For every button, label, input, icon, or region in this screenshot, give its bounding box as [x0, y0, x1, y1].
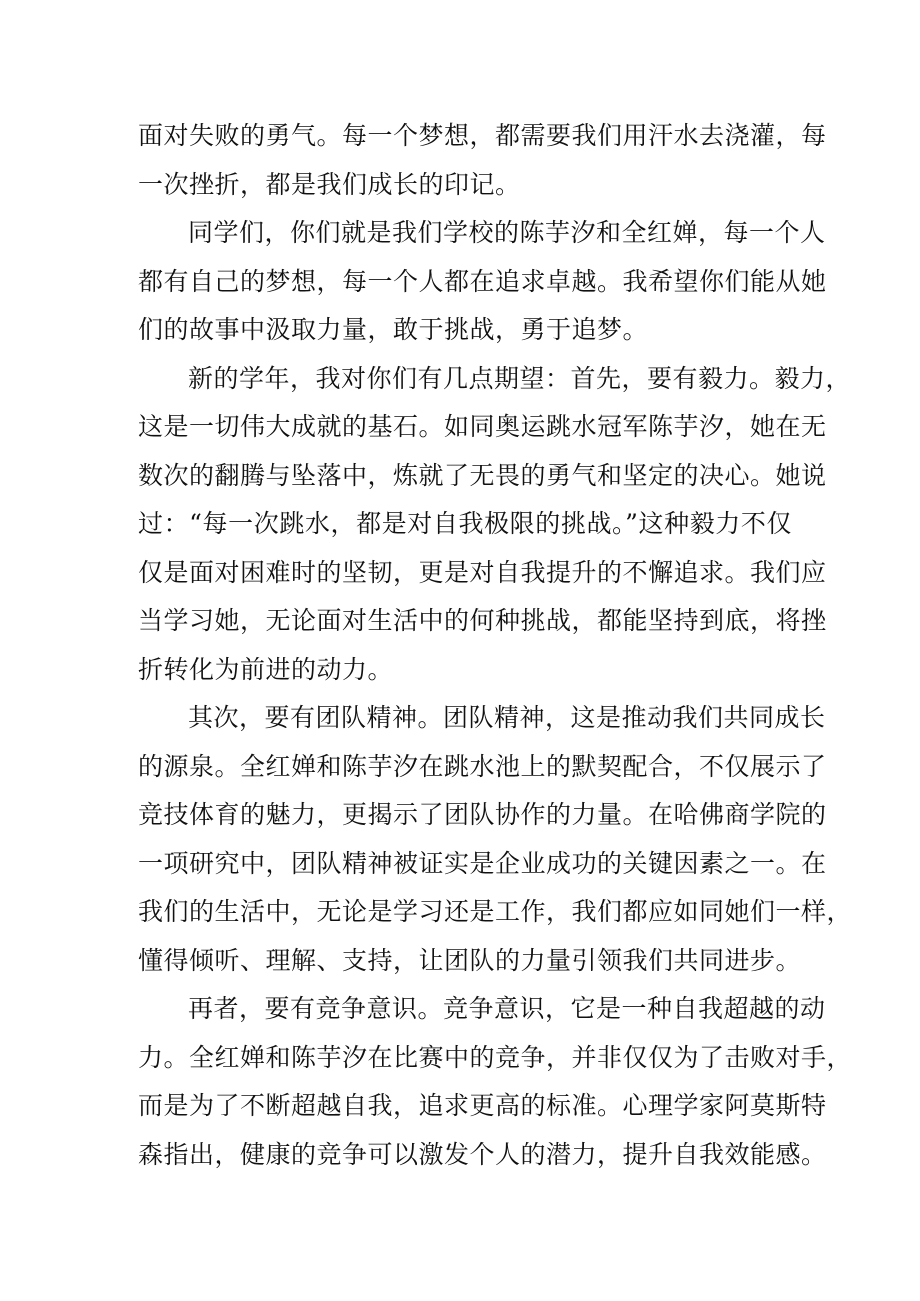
text-line: 我们的生活中，无论是学习还是工作，我们都应如同她们一样，: [138, 897, 853, 926]
text-line: 而是为了不断超越自我，追求更高的标准。心理学家阿莫斯特: [138, 1091, 827, 1120]
text-line: 数次的翻腾与坠落中，炼就了无畏的勇气和坚定的决心。她说: [138, 460, 827, 490]
text-line: 竞技体育的魅力，更揭示了团队协作的力量。在哈佛商学院的: [138, 800, 827, 829]
text-line: 折转化为前进的动力。: [138, 654, 394, 684]
text-line: 一项研究中，团队精神被证实是企业成功的关键因素之一。在: [138, 848, 827, 878]
text-line: 懂得倾听、理解、支持，让团队的力量引领我们共同进步。: [138, 945, 802, 975]
text-line: 仅是面对困难时的坚韧，更是对自我提升的不懈追求。我们应: [138, 557, 827, 587]
text-line: 面对失败的勇气。每一个梦想，都需要我们用汗水去浇灌，每: [138, 121, 827, 150]
text-line: 力。全红婵和陈芋汐在比赛中的竞争，并非仅仅为了击败对手，: [138, 1042, 853, 1072]
text-line: 的源泉。全红婵和陈芋汐在跳水池上的默契配合，不仅展示了: [138, 751, 827, 781]
text-line: 都有自己的梦想，每一个人都在追求卓越。我希望你们能从她: [138, 266, 827, 296]
text-line: 当学习她，无论面对生活中的何种挑战，都能坚持到底，将挫: [138, 606, 827, 635]
paragraph-start-line: 新的学年，我对你们有几点期望：首先，要有毅力。毅力，: [188, 363, 852, 393]
text-line: 这是一切伟大成就的基石。如同奥运跳水冠军陈芋汐，她在无: [138, 412, 827, 441]
text-line: 一次挫折，都是我们成长的印记。: [138, 169, 521, 199]
text-line: 过：“每一次跳水，都是对自我极限的挑战。”这种毅力不仅: [138, 509, 792, 538]
text-line: 们的故事中汲取力量，敢于挑战，勇于追梦。: [138, 315, 649, 344]
text-line: 森指出，健康的竞争可以激发个人的潜力，提升自我效能感。: [138, 1139, 827, 1169]
paragraph-start-line: 再者，要有竞争意识。竞争意识，它是一种自我超越的动: [188, 994, 826, 1023]
paragraph-start-line: 其次，要有团队精神。团队精神，这是推动我们共同成长: [188, 703, 826, 732]
document-body: [138, 112, 853, 1179]
paragraph-start-line: 同学们，你们就是我们学校的陈芋汐和全红婵，每一个人: [188, 218, 826, 247]
